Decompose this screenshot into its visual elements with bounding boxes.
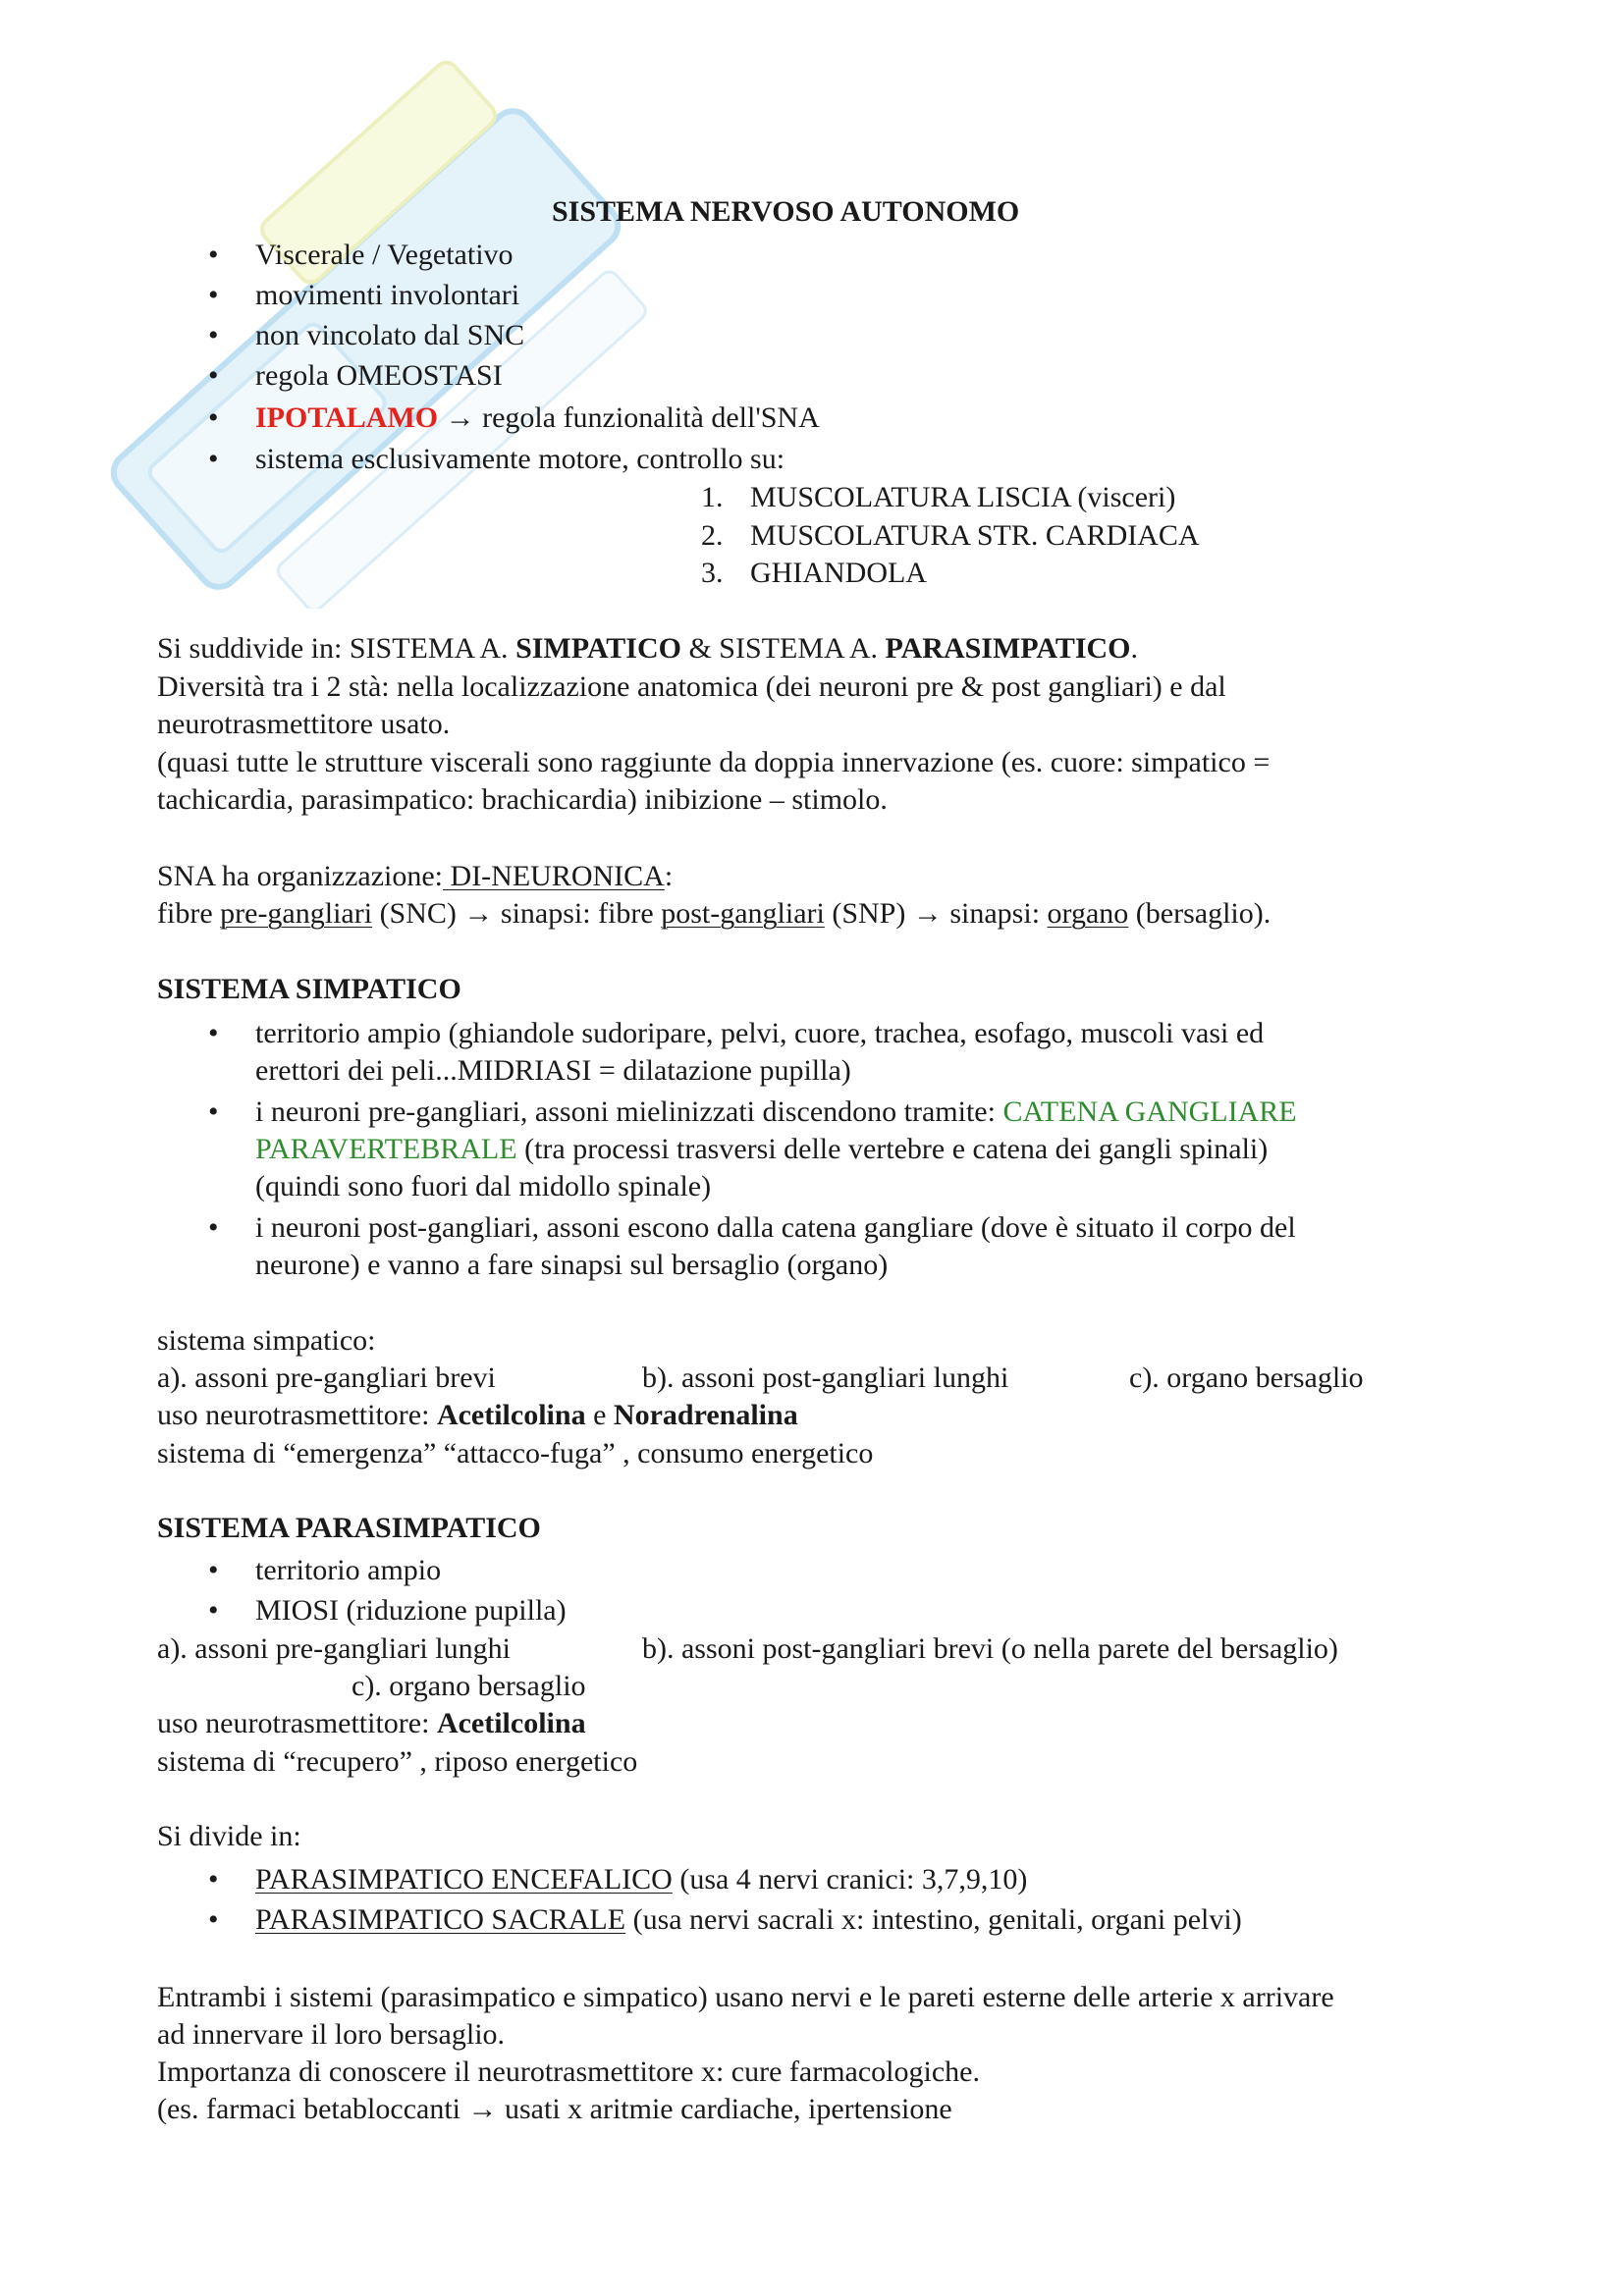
page-title: SISTEMA NERVOSO AUTONOMO <box>552 195 1020 228</box>
paragraph-line: sistema di “emergenza” “attacco-fuga” , consumo energetico <box>157 1437 874 1469</box>
list-item-continuation: (quindi sono fuori dal midollo spinale) <box>255 1170 712 1202</box>
paragraph-line: (es. farmaci betabloccanti → usati x aritmie cardiache, ipertensione <box>157 2093 952 2125</box>
catena-gangliare-term: CATENA GANGLIARE <box>1002 1095 1297 1128</box>
list-item-continuation: erettori dei peli...MIDRIASI = dilatazione pupilla) <box>255 1054 851 1087</box>
text: (usa 4 nervi cranici: 3,7,9,10) <box>672 1863 1028 1896</box>
paragraph-line: Diversità tra i 2 stà: nella localizzazione anatomica (dei neuroni pre & post gangliari) e dal <box>157 670 1226 703</box>
list-item: territorio ampio <box>255 1554 442 1586</box>
text: (SNP) → sinapsi: <box>824 897 1048 930</box>
text: Si suddivide in: SISTEMA A. <box>157 632 516 665</box>
dineuronica-term: DI-NEURONICA <box>443 860 665 892</box>
paragraph-line: sistema simpatico: <box>157 1324 376 1357</box>
list-item: territorio ampio (ghiandole sudoripare, pelvi, cuore, trachea, esofago, muscoli vasi ed <box>255 1017 1265 1049</box>
list-item: movimenti involontari <box>255 279 520 311</box>
fibre-line <box>157 896 1271 932</box>
sacrale-term: PARASIMPATICO SACRALE <box>255 1903 626 1936</box>
text: e <box>585 1399 614 1431</box>
numbered-item: MUSCOLATURA LISCIA (visceri) <box>750 481 1176 513</box>
text: (bersaglio). <box>1128 897 1271 930</box>
list-item <box>255 1902 1242 1938</box>
list-number: 3. <box>701 557 724 589</box>
paragraph-line: neurotrasmettitore usato. <box>157 708 451 740</box>
bullet-icon: • <box>208 443 219 475</box>
list-number: 2. <box>701 519 724 552</box>
bullet-icon: • <box>208 1903 219 1936</box>
organo-term: organo <box>1047 897 1129 930</box>
text: uso neurotrasmettitore: <box>157 1399 437 1431</box>
paravertebrale-term: PARAVERTEBRALE <box>255 1133 517 1165</box>
bullet-icon: • <box>208 1211 219 1244</box>
post-gangliari-term: post-gangliari <box>661 897 825 930</box>
text: i neuroni pre-gangliari, assoni mielinizzati discendono tramite: <box>255 1095 1003 1128</box>
paragraph-line: Importanza di conoscere il neurotrasmettitore x: cure farmacologiche. <box>157 2056 980 2088</box>
text: SNA ha organizzazione: <box>157 860 444 892</box>
pre-gangliari-term: pre-gangliari <box>220 897 373 930</box>
parasimpatico-b: b). assoni post-gangliari brevi (o nella parete del bersaglio) <box>642 1632 1338 1665</box>
list-item <box>255 1862 1027 1897</box>
text: (usa nervi sacrali x: intestino, genitali, organi pelvi) <box>625 1903 1242 1936</box>
section-heading-simpatico: SISTEMA SIMPATICO <box>157 973 461 1005</box>
organizzazione-line <box>157 859 673 894</box>
ipotalamo-term: IPOTALAMO <box>255 401 439 434</box>
text: fibre <box>157 897 221 930</box>
text: . <box>1130 632 1139 665</box>
bullet-icon: • <box>208 1554 219 1586</box>
list-item: MIOSI (riduzione pupilla) <box>255 1594 567 1627</box>
parasimpatico-term: PARASIMPATICO <box>885 632 1131 665</box>
paragraph-line: Si divide in: <box>157 1820 301 1852</box>
list-item-ipotalamo <box>255 400 820 436</box>
simpatico-b: b). assoni post-gangliari lunghi <box>642 1362 1009 1394</box>
paragraph-line: Entrambi i sistemi (parasimpatico e simpatico) usano nervi e le pareti esterne delle arterie x arrivare <box>157 1981 1334 2013</box>
suddivide-line <box>157 631 1138 667</box>
simpatico-a: a). assoni pre-gangliari brevi <box>157 1362 496 1394</box>
noradrenalina-term: Noradrenalina <box>613 1399 798 1431</box>
text: (SNC) → sinapsi: fibre <box>372 897 662 930</box>
list-number: 1. <box>701 481 724 513</box>
list-item-continuation: neurone) e vanno a fare sinapsi sul bersaglio (organo) <box>255 1249 889 1281</box>
encefalico-term: PARASIMPATICO ENCEFALICO <box>255 1863 673 1896</box>
text: (tra processi trasversi delle vertebre e catena dei gangli spinali) <box>516 1133 1269 1165</box>
list-item: non vincolato dal SNC <box>255 319 525 351</box>
bullet-icon: • <box>208 359 219 392</box>
acetilcolina-term: Acetilcolina <box>436 1707 586 1739</box>
text: & SISTEMA A. <box>680 632 886 665</box>
bullet-icon: • <box>208 1863 219 1896</box>
neurotrasmettitore-line <box>157 1706 586 1741</box>
list-item: regola OMEOSTASI <box>255 359 503 392</box>
bullet-icon: • <box>208 1594 219 1627</box>
list-item: i neuroni post-gangliari, assoni escono dalla catena gangliare (dove è situato il corpo del <box>255 1211 1296 1244</box>
ipotalamo-rest: → regola funzionalità dell'SNA <box>438 401 820 434</box>
text: : <box>664 860 674 892</box>
list-item: Viscerale / Vegetativo <box>255 239 514 271</box>
numbered-item: MUSCOLATURA STR. CARDIACA <box>750 519 1200 552</box>
list-item-continuation <box>255 1132 1268 1167</box>
paragraph-line: (quasi tutte le strutture viscerali sono raggiunte da doppia innervazione (es. cuore: simpatico = <box>157 746 1271 778</box>
list-item <box>255 1095 1297 1130</box>
bullet-icon: • <box>208 1095 219 1128</box>
acetilcolina-term: Acetilcolina <box>436 1399 586 1431</box>
numbered-item: GHIANDOLA <box>750 557 927 589</box>
bullet-icon: • <box>208 279 219 311</box>
parasimpatico-c: c). organo bersaglio <box>352 1670 586 1702</box>
list-item: sistema esclusivamente motore, controllo su: <box>255 443 785 475</box>
bullet-icon: • <box>208 1017 219 1049</box>
paragraph-line: tachicardia, parasimpatico: brachicardia) inibizione – stimolo. <box>157 783 888 816</box>
text: uso neurotrasmettitore: <box>157 1707 437 1739</box>
bullet-icon: • <box>208 401 219 434</box>
simpatico-term: SIMPATICO <box>515 632 681 665</box>
simpatico-c: c). organo bersaglio <box>1129 1362 1364 1394</box>
paragraph-line: ad innervare il loro bersaglio. <box>157 2018 506 2051</box>
neurotrasmettitore-line <box>157 1398 798 1433</box>
parasimpatico-a: a). assoni pre-gangliari lunghi <box>157 1632 511 1665</box>
paragraph-line: sistema di “recupero” , riposo energetico <box>157 1745 638 1778</box>
bullet-icon: • <box>208 239 219 271</box>
bullet-icon: • <box>208 319 219 351</box>
section-heading-parasimpatico: SISTEMA PARASIMPATICO <box>157 1512 541 1544</box>
